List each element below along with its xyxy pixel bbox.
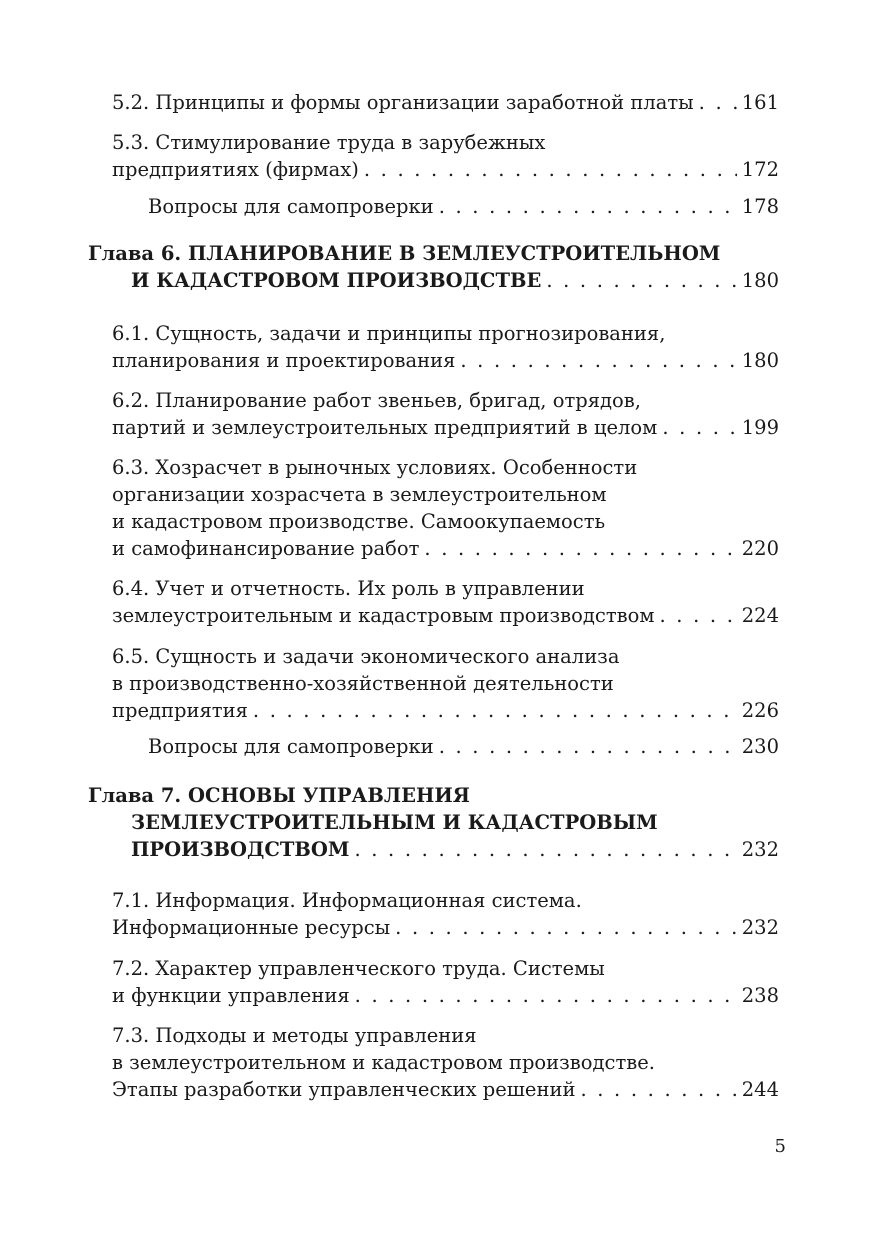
toc-entry-line: и кадастровом производстве. Самоокупаемость xyxy=(112,510,606,533)
dot-leader xyxy=(424,535,736,562)
dot-leader xyxy=(699,89,737,116)
dot-leader xyxy=(660,602,737,629)
toc-page-number: 180 xyxy=(741,349,779,372)
toc-entry-title: 5.2. Принципы и формы организации заработной платы xyxy=(112,91,694,114)
toc-chapter-line: Глава 7. ОСНОВЫ УПРАВЛЕНИЯ xyxy=(88,784,471,807)
toc-entry-review-5[interactable] xyxy=(148,193,779,220)
dot-leader xyxy=(580,1076,736,1103)
toc-page-number: 199 xyxy=(741,416,779,439)
toc-entry-line: 7.3. Подходы и методы управления xyxy=(112,1024,477,1047)
toc-entry-line: 6.5. Сущность и задачи экономического анализа xyxy=(112,645,620,668)
dot-leader xyxy=(546,267,736,294)
dot-leader xyxy=(253,697,737,724)
toc-entry-title: и функции управления xyxy=(112,984,350,1007)
toc-page-number: 232 xyxy=(741,838,779,861)
toc-chapter-6[interactable] xyxy=(88,240,779,294)
toc-chapter-7[interactable] xyxy=(88,782,779,863)
toc-page-number: 232 xyxy=(741,916,779,939)
toc-page-number: 180 xyxy=(741,269,779,292)
toc-page-number: 161 xyxy=(741,91,779,114)
toc-entry-last-line xyxy=(112,156,779,183)
dot-leader xyxy=(439,733,737,760)
toc-entry-last-line xyxy=(112,347,779,374)
toc-entry-title: ПРОИЗВОДСТВОМ xyxy=(131,838,350,861)
toc-entry-6-2[interactable] xyxy=(112,387,779,441)
toc-entry-title: И КАДАСТРОВОМ ПРОИЗВОДСТВЕ xyxy=(131,269,542,292)
toc-page-number: 224 xyxy=(741,604,779,627)
toc-entry-7-2[interactable] xyxy=(112,955,779,1009)
toc-entry-last-line xyxy=(148,733,779,760)
toc-chapter-line: Глава 6. ПЛАНИРОВАНИЕ В ЗЕМЛЕУСТРОИТЕЛЬНОМ xyxy=(88,242,721,265)
dot-leader xyxy=(354,836,736,863)
page-number: 5 xyxy=(774,1136,786,1157)
toc-entry-line: 5.3. Стимулирование труда в зарубежных xyxy=(112,131,546,154)
toc-entry-line: 6.3. Хозрасчет в рыночных условиях. Особенности xyxy=(112,456,638,479)
dot-leader xyxy=(439,193,737,220)
dot-leader xyxy=(662,414,736,441)
toc-entry-6-5[interactable] xyxy=(112,643,779,724)
toc-entry-last-line xyxy=(112,982,779,1009)
toc-page-number: 244 xyxy=(741,1078,779,1101)
toc-entry-last-line xyxy=(112,414,779,441)
toc-entry-line: 6.1. Сущность, задачи и принципы прогнозирования, xyxy=(112,322,666,345)
toc-entry-6-3[interactable] xyxy=(112,454,779,562)
toc-entry-last-line xyxy=(112,602,779,629)
toc-entry-title: Информационные ресурсы xyxy=(112,916,391,939)
toc-entry-line: организации хозрасчета в землеустроительном xyxy=(112,483,607,506)
toc-entry-last-line xyxy=(88,267,779,294)
toc-page-number: 238 xyxy=(741,984,779,1007)
toc-entry-last-line xyxy=(112,1076,779,1103)
toc-entry-title: Вопросы для самопроверки xyxy=(148,735,434,758)
toc-entry-7-1[interactable] xyxy=(112,887,779,941)
toc-entry-line: в землеустроительном и кадастровом производстве. xyxy=(112,1051,655,1074)
toc-entry-last-line xyxy=(88,836,779,863)
dot-leader xyxy=(364,156,737,183)
toc-page-number: 178 xyxy=(741,195,779,218)
toc-entry-line: 6.4. Учет и отчетность. Их роль в управлении xyxy=(112,577,585,600)
toc-entry-title: Этапы разработки управленческих решений xyxy=(112,1078,576,1101)
toc-entry-title: планирования и проектирования xyxy=(112,349,456,372)
toc-entry-line: 7.2. Характер управленческого труда. Системы xyxy=(112,957,605,980)
toc-entry-line: в производственно-хозяйственной деятельности xyxy=(112,672,614,695)
toc-entry-6-1[interactable] xyxy=(112,320,779,374)
toc-entry-line: 7.1. Информация. Информационная система. xyxy=(112,889,582,912)
toc-entry-title: землеустроительным и кадастровым производством xyxy=(112,604,655,627)
toc-entry-title: Вопросы для самопроверки xyxy=(148,195,434,218)
toc-entry-last-line xyxy=(112,89,779,116)
toc-entry-last-line xyxy=(112,914,779,941)
toc-entry-last-line xyxy=(112,535,779,562)
toc-entry-review-6[interactable] xyxy=(148,733,779,760)
toc-entry-last-line xyxy=(112,697,779,724)
toc-entry-last-line xyxy=(148,193,779,220)
toc-entry-6-4[interactable] xyxy=(112,575,779,629)
dot-leader xyxy=(355,982,737,1009)
toc-page-number: 220 xyxy=(741,537,779,560)
toc-page-number: 172 xyxy=(741,158,779,181)
toc-chapter-line: ЗЕМЛЕУСТРОИТЕЛЬНЫМ И КАДАСТРОВЫМ xyxy=(131,811,658,834)
toc-entry-title: предприятия xyxy=(112,699,248,722)
toc-entry-7-3[interactable] xyxy=(112,1022,779,1103)
toc-page-number: 230 xyxy=(741,735,779,758)
toc-page-number: 226 xyxy=(741,699,779,722)
toc-entry-5-3[interactable] xyxy=(112,129,779,183)
toc-entry-title: предприятиях (фирмах) xyxy=(112,158,359,181)
toc-entry-5-2[interactable] xyxy=(112,89,779,116)
toc-entry-line: 6.2. Планирование работ звеньев, бригад, отрядов, xyxy=(112,389,641,412)
dot-leader xyxy=(460,347,736,374)
toc-entry-title: и самофинансирование работ xyxy=(112,537,420,560)
toc-entry-title: партий и землеустроительных предприятий в целом xyxy=(112,416,658,439)
dot-leader xyxy=(395,914,737,941)
